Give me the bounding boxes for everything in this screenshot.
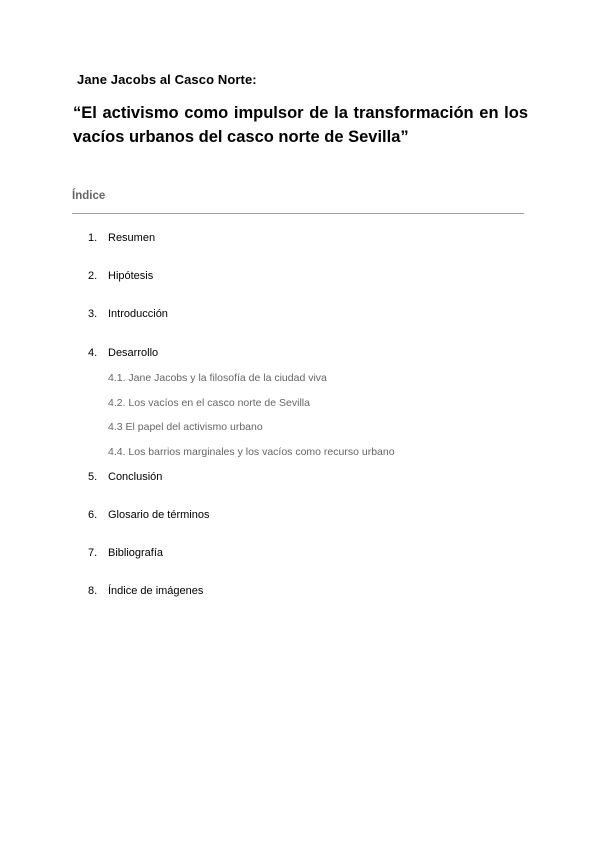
toc-item-label: Introducción [108, 308, 168, 320]
toc-item-conclusion [88, 471, 162, 483]
toc-item-glosario [88, 509, 210, 521]
toc-item-label: Bibliografía [108, 547, 164, 559]
toc-item-bibliografia [88, 547, 163, 559]
toc-item-number: 4. [88, 347, 98, 359]
toc-item-number: 8. [88, 585, 98, 597]
toc-item-label: Glosario de términos [108, 509, 210, 521]
toc-item-number: 7. [88, 547, 98, 559]
toc-item-label: Resumen [108, 232, 156, 244]
toc-subitem-4-2: 4.2. Los vacíos en el casco norte de Sevilla [108, 397, 310, 409]
index-divider [72, 213, 524, 214]
toc-item-resumen [88, 232, 155, 244]
index-heading: Índice [72, 190, 106, 202]
toc-item-introduccion [88, 308, 168, 320]
toc-item-desarrollo [88, 347, 158, 359]
toc-item-number: 2. [88, 270, 98, 282]
document-subtitle: Jane Jacobs al Casco Norte: [77, 72, 257, 87]
toc-item-indice-imagenes [88, 585, 203, 597]
toc-item-label: Desarrollo [108, 347, 159, 359]
document-title: “El activismo como impulsor de la transformación en los vacíos urbanos del casco norte de Sevilla” [73, 104, 528, 146]
toc-item-label: Conclusión [108, 471, 163, 483]
toc-item-number: 6. [88, 509, 98, 521]
toc-item-number: 1. [88, 232, 98, 244]
toc-item-hipotesis [88, 270, 153, 282]
toc-item-label: Índice de imágenes [108, 585, 204, 597]
toc-subitem-4-3: 4.3 El papel del activismo urbano [108, 421, 263, 433]
toc-item-number: 5. [88, 471, 98, 483]
toc-item-number: 3. [88, 308, 98, 320]
toc-subitem-4-4: 4.4. Los barrios marginales y los vacíos como recurso urbano [108, 446, 395, 458]
toc-item-label: Hipótesis [108, 270, 154, 282]
toc-subitem-4-1: 4.1. Jane Jacobs y la filosofía de la ciudad viva [108, 372, 327, 384]
